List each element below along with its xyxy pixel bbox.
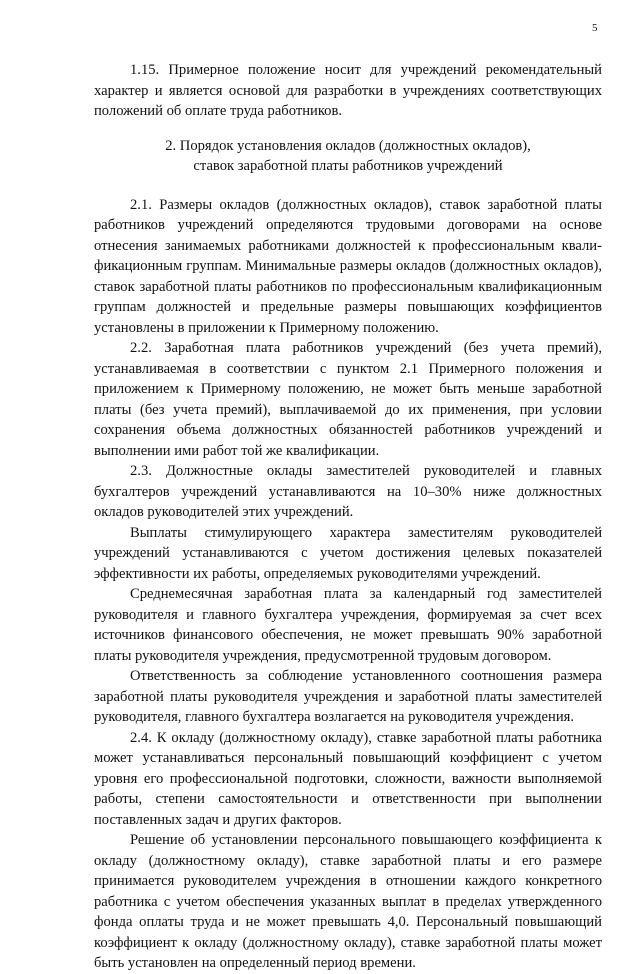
paragraph-average-salary: Среднемесячная заработная плата за календарный год заместителей руководителя и главного бухгалтера учреждения, формируемая за счет всех источников финансового обеспечения, не может превышать 90% заработной платы руководителя учреждения, предусмотренной трудовым договором. <box>94 586 602 664</box>
paragraph-2-2: 2.2. Заработная плата работников учреждений (без учета премий), устанавливаемая в соответствии с пунктом 2.1 Примерного положения и приложением к Примерному положению, не может быть меньше заработной платы (без учета премий), выплачиваемой до их применения, при условии сохранения объема должностных обязанностей работников учреждений и выполнении ими работ той же квалификации. <box>94 340 602 459</box>
document-body <box>94 60 602 974</box>
section-2-title <box>94 136 602 177</box>
section-2-title-line-2: ставок заработной платы работников учреждений <box>193 158 503 174</box>
paragraph-responsibility: Ответственность за соблюдение установленного соотношения размера заработной платы руководителя учреждения и заработной платы заместителей руководителя, главного бухгалтера возлагается на руководителя учреждения. <box>94 668 602 725</box>
paragraph-coefficient-decision: Решение об установлении персонального повышающего коэффициента к окладу (должностному окладу), ставке заработной платы и его размере принимается руководителем учреждения в отношении каждого конкретного работника с учетом обеспечения указанных выплат в пределах утвержденного фонда оплаты труда и не может превышать 4,0. Персональный повышающий коэффициент к окладу (должностному окладу), ставке заработной платы может быть установлен на определенный период времени. <box>94 832 602 971</box>
paragraph-2-4: 2.4. К окладу (должностному окладу), ставке заработной платы работника может устанавливаться персональный повышающий коэффициент с учетом уровня его профессиональной подготовки, сложности, важности выполняемой работы, степени самостоятельности и ответственности при выполнении поставленных задач и других факторов. <box>94 729 602 828</box>
paragraph-2-3: 2.3. Должностные оклады заместителей руководителей и главных бухгалтеров учреждений устанавливаются на 10–30% ниже должностных окладов руководителей этих учреждений. <box>94 463 602 520</box>
paragraph-2-1: 2.1. Размеры окладов (должностных окладов), ставок заработной платы работников учреждений определяются трудовыми договорами на основе отнесения занимаемых работниками должностей к профессиональным квалификационным группам. Минимальные размеры окладов (должностных окладов), ставок заработной платы работников по профессиональным квалификационным группам должностей и предельные размеры повышающих коэффициентов установлены в приложении к Примерному положению. <box>94 196 602 336</box>
page-number: 5 <box>592 22 598 34</box>
section-2-title-line-1: 2. Порядок установления окладов (должностных окладов), <box>165 137 531 154</box>
paragraph-1-15: 1.15. Примерное положение носит для учреждений рекомендательный характер и является основой для разработки в учреждениях соответствующих положений об оплате труда работников. <box>94 62 602 119</box>
paragraph-stimulating-payments: Выплаты стимулирующего характера заместителям руководителей учреждений устанавливаются с учетом достижения целевых показателей эффективности их работы, определяемых руководителями учреждений. <box>94 524 602 582</box>
